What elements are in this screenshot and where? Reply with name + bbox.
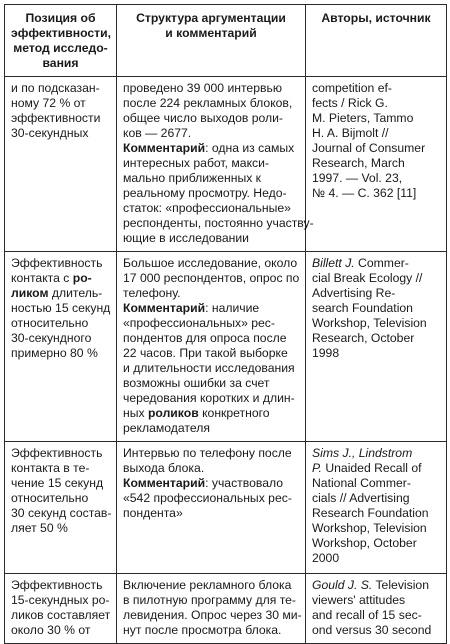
- cell-line: [123, 461, 299, 476]
- text-run: 30-секундных: [11, 126, 89, 140]
- cell-structure: [117, 77, 314, 252]
- cell-line: [11, 111, 110, 126]
- cell-line: [312, 446, 440, 461]
- table-row: [5, 77, 447, 252]
- text-run: 22 часов. При такой выборке: [123, 346, 288, 360]
- cell-line: [312, 316, 440, 331]
- bold-text: Комментарий: [123, 301, 206, 315]
- text-run: viewers' attitudes: [312, 593, 406, 607]
- cell-line: [123, 141, 299, 156]
- text-run: 15-секундных ро-: [11, 593, 110, 607]
- cell-source: [306, 77, 447, 252]
- cell-line: [312, 506, 440, 521]
- cell-line: [11, 331, 110, 346]
- text-run: Позиция об: [25, 11, 96, 25]
- text-run: search Foundation: [312, 301, 413, 315]
- header-cell-position: [5, 5, 117, 77]
- text-run: левидения. Опрос через 30 ми-: [123, 608, 302, 622]
- text-run: респонденты, постоянно участву-: [123, 216, 314, 230]
- text-run: мально приближенных к: [123, 171, 262, 185]
- text-run: пондентов для опроса после: [123, 331, 287, 345]
- cell-source: [306, 442, 447, 574]
- text-run: 30 секунд состав-: [11, 506, 112, 520]
- text-run: 2000: [312, 551, 340, 565]
- cell-line: [123, 623, 299, 638]
- text-run: эффективности: [11, 111, 101, 125]
- text-run: : наличие: [205, 301, 260, 315]
- cell-line: [11, 96, 110, 111]
- text-run: ностью 15 секунд: [11, 301, 111, 315]
- cell-line: [312, 141, 440, 156]
- text-run: примерно 80 %: [11, 346, 98, 360]
- cell-line: [312, 156, 440, 171]
- text-run: «542 профессиональных рес-: [123, 491, 292, 505]
- cell-line: [11, 593, 110, 608]
- cell-line: [312, 81, 440, 96]
- bold-text: Комментарий: [123, 476, 206, 490]
- header-line: [11, 56, 110, 71]
- text-run: и по подсказан-: [11, 81, 100, 95]
- text-run: Включение рекламного блока: [123, 578, 292, 592]
- cell-line: [123, 231, 299, 246]
- cell-line: [312, 111, 440, 126]
- cell-structure: [117, 442, 306, 574]
- table-row: [5, 442, 447, 574]
- text-run: cial Break Ecology //: [312, 271, 423, 285]
- text-run: конкретного: [198, 406, 270, 420]
- cell-line: [123, 256, 299, 271]
- italic-text: Billett J.: [312, 256, 355, 270]
- cell-position: [5, 252, 117, 442]
- cell-source: [306, 574, 447, 644]
- text-run: относительно: [11, 491, 89, 505]
- text-run: контакта с: [11, 271, 73, 285]
- text-run: чение 15 секунд: [11, 476, 104, 490]
- text-run: Advertising Re-: [312, 286, 396, 300]
- text-run: ков — 2677.: [123, 126, 192, 140]
- cell-line: [312, 186, 440, 201]
- cell-line: [123, 391, 299, 406]
- text-run: телефону.: [123, 286, 181, 300]
- cell-line: [11, 316, 110, 331]
- cell-line: [312, 536, 440, 551]
- header-line: [11, 11, 110, 26]
- cell-line: [312, 623, 440, 638]
- cell-line: [312, 96, 440, 111]
- text-run: and recall of 15 sec-: [312, 608, 422, 622]
- text-run: Television: [372, 578, 429, 592]
- italic-text: P.: [312, 461, 322, 475]
- cell-line: [312, 286, 440, 301]
- text-run: Большое исследование, около: [123, 256, 298, 270]
- cell-line: [312, 346, 440, 361]
- cell-line: [312, 476, 440, 491]
- cell-line: [11, 271, 110, 286]
- bold-text: ро-: [72, 271, 92, 285]
- italic-text: Gould J. S.: [312, 578, 373, 592]
- cell-line: [123, 578, 299, 593]
- header-row: [5, 5, 447, 77]
- text-run: около 30 % от: [11, 623, 91, 637]
- cell-line: [312, 521, 440, 536]
- text-run: выхода блока.: [123, 461, 205, 475]
- text-run: контакта в те-: [11, 461, 90, 475]
- cell-line: [123, 81, 299, 96]
- text-run: пондента»: [123, 506, 183, 520]
- text-run: 17 000 респондентов, опрос по: [123, 271, 300, 285]
- cell-line: [11, 608, 110, 623]
- cell-line: [123, 446, 299, 461]
- text-run: длитель-: [48, 286, 103, 300]
- text-run: метод исследо-: [13, 41, 108, 55]
- cell-line: [11, 461, 110, 476]
- text-run: H. A. Bijmolt //: [312, 126, 389, 140]
- document-table: [4, 4, 447, 644]
- text-run: competition ef-: [312, 81, 392, 95]
- cell-line: [123, 361, 299, 376]
- text-run: Интервью по телефону после: [123, 446, 292, 460]
- text-run: : участвовало: [205, 476, 284, 490]
- cell-line: [312, 126, 440, 141]
- cell-line: [312, 301, 440, 316]
- text-run: общее число выходов роли-: [123, 111, 283, 125]
- cell-position: [5, 574, 117, 644]
- text-run: ному 72 % от: [11, 96, 86, 110]
- text-run: Эффективность: [11, 578, 103, 592]
- cell-line: [123, 171, 299, 186]
- cell-line: [123, 421, 299, 436]
- text-run: и длительности исследования: [123, 361, 295, 375]
- text-run: 1997. — Vol. 23,: [312, 171, 403, 185]
- cell-line: [123, 593, 299, 608]
- cell-line: [123, 331, 299, 346]
- header-line: [312, 11, 440, 26]
- text-run: Research, March: [312, 156, 405, 170]
- cell-line: [312, 578, 440, 593]
- table-row: [5, 252, 447, 442]
- header-line: [123, 26, 299, 41]
- text-run: Авторы, источник: [321, 11, 431, 25]
- text-run: вания: [42, 56, 79, 70]
- header-line: [123, 11, 299, 26]
- bold-text: ликом: [11, 286, 49, 300]
- text-run: ющие в исследовании: [123, 231, 249, 245]
- text-run: № 4. — С. 362 [11]: [312, 186, 417, 200]
- bold-text: Комментарий: [123, 141, 206, 155]
- text-run: после 224 рекламных блоков,: [123, 96, 293, 110]
- cell-line: [123, 216, 314, 231]
- cell-line: [312, 593, 440, 608]
- text-run: в пилотную программу для те-: [123, 593, 296, 607]
- text-run: интересных работ, макси-: [123, 156, 270, 170]
- text-run: 1998: [312, 346, 340, 360]
- cell-line: [123, 96, 299, 111]
- cell-line: [123, 201, 299, 216]
- text-run: Research, October: [312, 331, 415, 345]
- cell-position: [5, 442, 117, 574]
- cell-line: [312, 491, 440, 506]
- cell-line: [123, 301, 299, 316]
- cell-line: [123, 156, 299, 171]
- cell-line: [11, 506, 110, 521]
- cell-line: [123, 406, 299, 421]
- cell-line: [123, 346, 299, 361]
- cell-line: [123, 186, 299, 201]
- text-run: статок: «профессиональные»: [123, 201, 291, 215]
- bold-text: роликов: [147, 406, 199, 420]
- text-run: Эффективность: [11, 446, 103, 460]
- text-run: реальному просмотру. Недо-: [123, 186, 287, 200]
- cell-line: [312, 331, 440, 346]
- cell-line: [123, 271, 299, 286]
- cell-line: [11, 256, 110, 271]
- header-cell-structure: [117, 5, 306, 77]
- cell-line: [11, 623, 110, 638]
- table-row: [5, 574, 447, 644]
- cell-line: [312, 171, 440, 186]
- text-run: нут после просмотра блока.: [123, 623, 282, 637]
- header-line: [11, 41, 110, 56]
- italic-text: Sims J., Lindstrom: [312, 446, 413, 460]
- cell-structure: [117, 574, 306, 644]
- text-run: Research Foundation: [312, 506, 429, 520]
- text-run: возможны ошибки за счет: [123, 376, 270, 390]
- text-run: Unaided Recall of: [321, 461, 422, 475]
- text-run: 30-секундного: [11, 331, 92, 345]
- text-run: ond versus 30 second: [312, 623, 432, 637]
- cell-line: [312, 608, 440, 623]
- text-run: cials // Advertising: [312, 491, 410, 505]
- text-run: fects / Rick G.: [312, 96, 388, 110]
- cell-line: [123, 111, 299, 126]
- cell-line: [123, 286, 299, 301]
- cell-line: [123, 476, 299, 491]
- cell-line: [123, 376, 299, 391]
- text-run: эффективности,: [11, 26, 111, 40]
- cell-line: [11, 446, 110, 461]
- cell-line: [312, 551, 440, 566]
- text-run: чередования коротких и длин-: [123, 391, 295, 405]
- cell-line: [11, 476, 110, 491]
- text-run: Journal of Consumer: [312, 141, 426, 155]
- text-run: «профессиональных» рес-: [123, 316, 275, 330]
- text-run: ликов составляет: [11, 608, 111, 622]
- cell-line: [11, 521, 110, 536]
- cell-line: [123, 506, 299, 521]
- text-run: и комментарий: [165, 26, 257, 40]
- text-run: M. Pieters, Tammo: [312, 111, 414, 125]
- cell-line: [123, 491, 299, 506]
- cell-line: [312, 256, 440, 271]
- text-run: проведено 39 000 интервью: [123, 81, 282, 95]
- text-run: относительно: [11, 316, 89, 330]
- cell-line: [123, 126, 299, 141]
- text-run: Workshop, October: [312, 536, 417, 550]
- header-line: [11, 26, 110, 41]
- text-run: Commer-: [354, 256, 409, 270]
- text-run: ляет 50 %: [11, 521, 68, 535]
- cell-source: [306, 252, 447, 442]
- cell-line: [11, 346, 110, 361]
- cell-line: [312, 271, 440, 286]
- text-run: National Commer-: [312, 476, 411, 490]
- text-run: рекламодателя: [123, 421, 210, 435]
- cell-position: [5, 77, 117, 252]
- cell-line: [11, 301, 110, 316]
- cell-line: [11, 126, 110, 141]
- cell-line: [123, 316, 299, 331]
- cell-structure: [117, 252, 306, 442]
- text-run: Workshop, Television: [312, 521, 427, 535]
- text-run: ных: [123, 406, 148, 420]
- header-cell-authors: [306, 5, 447, 77]
- cell-line: [312, 461, 440, 476]
- text-run: Эффективность: [11, 256, 103, 270]
- cell-line: [11, 286, 110, 301]
- text-run: : одна из самых: [205, 141, 295, 155]
- cell-line: [11, 491, 110, 506]
- cell-line: [11, 578, 110, 593]
- text-run: Структура аргументации: [136, 11, 286, 25]
- cell-line: [123, 608, 302, 623]
- text-run: Workshop, Television: [312, 316, 427, 330]
- cell-line: [11, 81, 110, 96]
